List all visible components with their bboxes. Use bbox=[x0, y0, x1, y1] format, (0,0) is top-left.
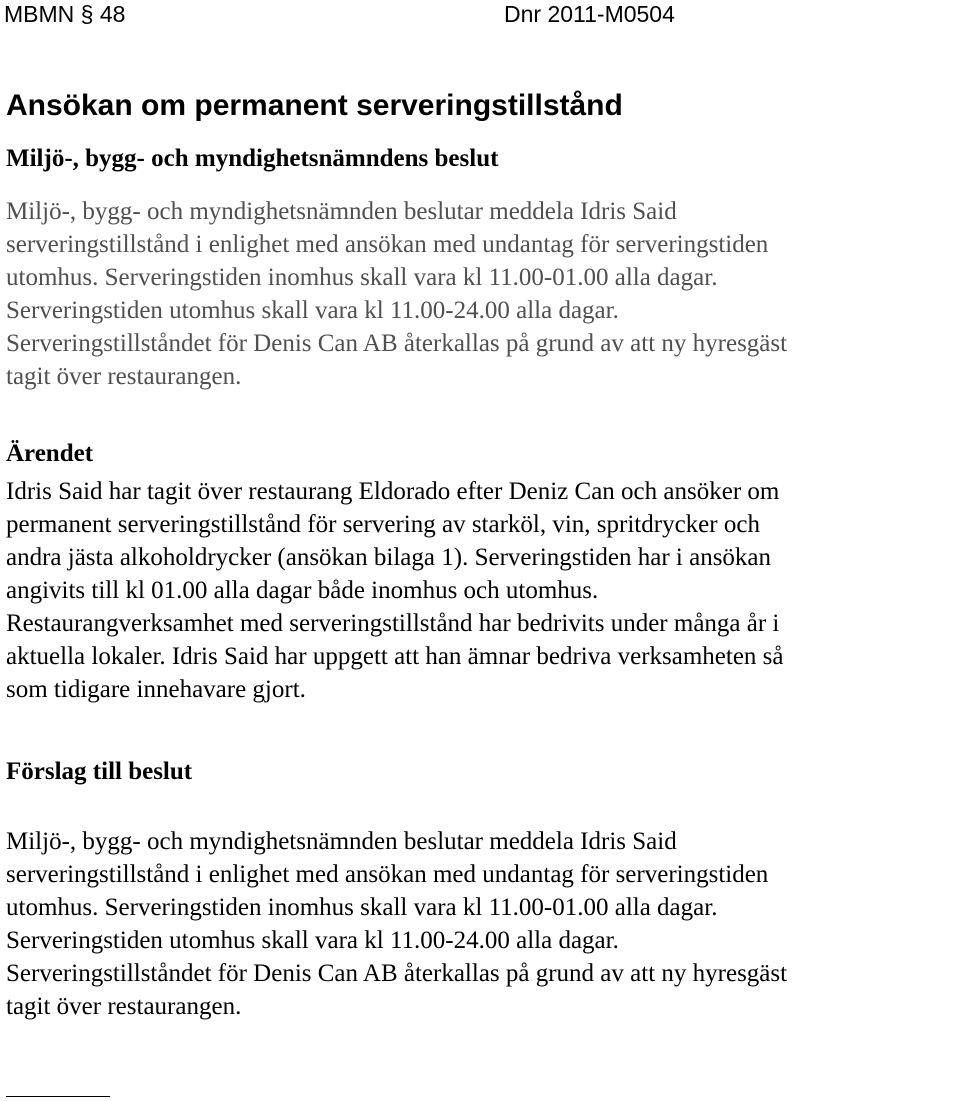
decision-line: Serveringstiden utomhus skall vara kl 11.00-24.00 alla dagar. bbox=[6, 297, 619, 324]
proposal-line: Serveringstiden utomhus skall vara kl 11.00-24.00 alla dagar. bbox=[6, 927, 619, 954]
page-header bbox=[4, 0, 956, 30]
case-number: Dnr 2011-M0504 bbox=[504, 1, 675, 27]
case-line: aktuella lokaler. Idris Said har uppgett att han ämnar bedriva verksamheten så bbox=[6, 643, 784, 670]
case-line: Idris Said har tagit över restaurang Eldorado efter Deniz Can och ansöker om bbox=[6, 478, 780, 505]
decision-line: Miljö-, bygg- och myndighetsnämnden beslutar meddela Idris Said bbox=[6, 198, 677, 225]
proposal-line: utomhus. Serveringstiden inomhus skall vara kl 11.00-01.00 alla dagar. bbox=[6, 894, 718, 921]
decision-paragraph bbox=[6, 195, 958, 393]
case-line: som tidigare innehavare gjort. bbox=[6, 676, 306, 703]
decision-heading: Miljö-, bygg- och myndighetsnämndens beslut bbox=[6, 145, 499, 172]
footnote-divider bbox=[6, 1096, 110, 1097]
case-paragraph bbox=[6, 475, 958, 706]
decision-line: utomhus. Serveringstiden inomhus skall vara kl 11.00-01.00 alla dagar. bbox=[6, 264, 718, 291]
proposal-paragraph bbox=[6, 825, 958, 1023]
decision-line: serveringstillstånd i enlighet med ansökan med undantag för serveringstiden bbox=[6, 231, 769, 258]
proposal-heading: Förslag till beslut bbox=[6, 758, 193, 785]
document-title: Ansökan om permanent serveringstillstånd bbox=[6, 89, 623, 122]
decision-line: Serveringstillståndet för Denis Can AB återkallas på grund av att ny hyresgäst bbox=[6, 330, 788, 357]
case-line: andra jästa alkoholdrycker (ansökan bilaga 1). Serveringstiden har i ansökan bbox=[6, 544, 772, 571]
section-reference: MBMN § 48 bbox=[4, 1, 126, 27]
proposal-line: serveringstillstånd i enlighet med ansökan med undantag för serveringstiden bbox=[6, 861, 769, 888]
case-line: Restaurangverksamhet med serveringstillstånd har bedrivits under många år i bbox=[6, 610, 780, 637]
decision-line: tagit över restaurangen. bbox=[6, 363, 242, 390]
case-heading: Ärendet bbox=[6, 440, 94, 467]
case-line: angivits till kl 01.00 alla dagar både inomhus och utomhus. bbox=[6, 577, 599, 604]
case-line: permanent serveringstillstånd för servering av starköl, vin, spritdrycker och bbox=[6, 511, 760, 538]
proposal-line: tagit över restaurangen. bbox=[6, 993, 242, 1020]
proposal-line: Serveringstillståndet för Denis Can AB återkallas på grund av att ny hyresgäst bbox=[6, 960, 788, 987]
proposal-line: Miljö-, bygg- och myndighetsnämnden beslutar meddela Idris Said bbox=[6, 828, 677, 855]
